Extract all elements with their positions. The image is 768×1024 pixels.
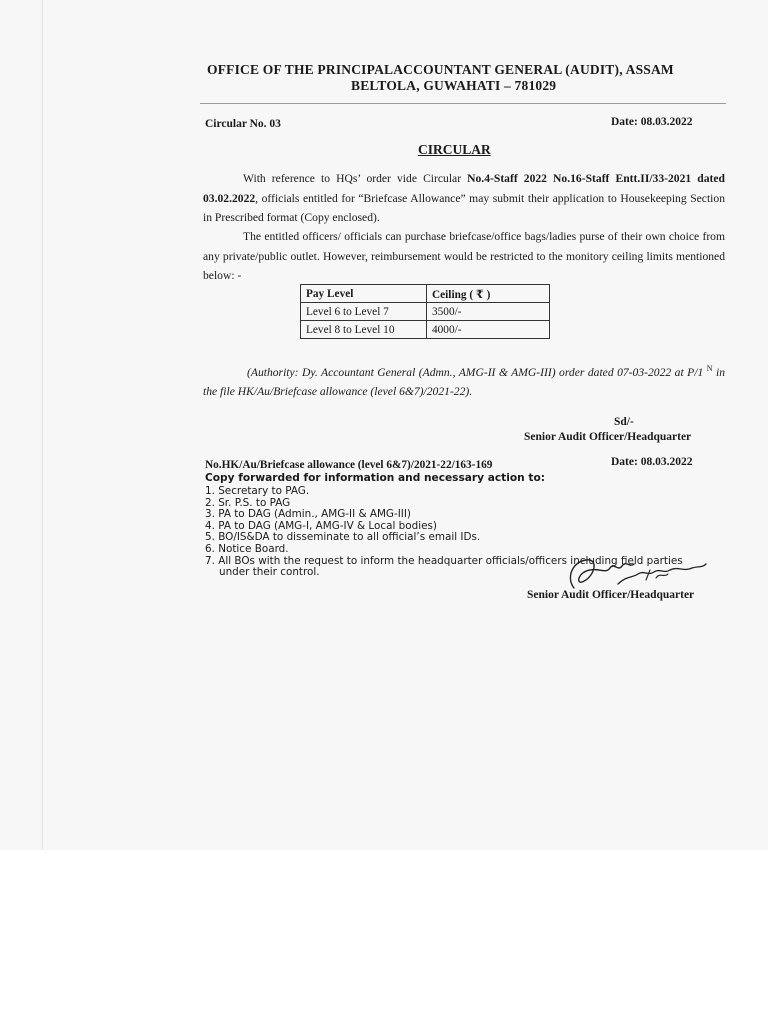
copy-forwarded-line: Copy forwarded for information and necessary action to:	[205, 472, 545, 484]
list-item: 3. PA to DAG (Admin., AMG-II & AMG-III)	[205, 508, 411, 521]
paragraph-entitlement: The entitled officers/ officials can purchase briefcase/office bags/ladies purse of their own choice from any private/public outlet. However, reimbursement would be restricted to the monitory ceiling limits mentioned below: -	[203, 230, 725, 282]
circular-date: Date: 08.03.2022	[611, 116, 693, 128]
header-divider	[200, 103, 726, 104]
document-title: CIRCULAR	[418, 142, 491, 157]
para1-circular-ref: No.4-Staff 2022 No.16-Staff Entt.II/33-2021 dated 03.02.2022	[203, 172, 725, 205]
table-header-row	[301, 285, 550, 303]
authority-text-end: in the file HK/Au/Briefcase allowance (level 6&7)/2021-22).	[203, 365, 725, 399]
sd-mark: Sd/-	[614, 416, 634, 428]
page-edge-divider	[42, 0, 43, 850]
table-row	[301, 321, 550, 339]
list-item: 1. Secretary to PAG.	[205, 485, 310, 497]
list-item: 6. Notice Board.	[205, 542, 289, 555]
list-item: 4. PA to DAG (AMG-I, AMG-IV & Local bodies)	[205, 519, 437, 532]
signatory-designation-2: Senior Audit Officer/Headquarter	[527, 589, 695, 601]
authority-superscript: N	[706, 364, 713, 373]
office-name: OFFICE OF THE PRINCIPALACCOUNTANT GENERAL (AUDIT), ASSAM	[207, 62, 674, 77]
table-cell: Level 6 to Level 7	[301, 303, 427, 321]
table-cell: 3500/-	[427, 303, 550, 321]
ceiling-table	[300, 284, 550, 339]
table-header-pay-level: Pay Level	[301, 285, 427, 303]
authority-text-start: (Authority: Dy. Accountant General (Admn., AMG-II & AMG-III) order dated 07-03-2022 at P/1	[247, 365, 707, 379]
endorsement-number: No.HK/Au/Briefcase allowance (level 6&7)/2021-22/163-169	[205, 459, 493, 471]
table-row	[301, 303, 550, 321]
list-item: 2. Sr. P.S. to PAG	[205, 496, 291, 509]
list-item: 7. All BOs with the request to inform the headquarter officials/officers including field parties	[205, 554, 683, 567]
table-cell: 4000/-	[427, 321, 550, 339]
list-item: 5. BO/IS&DA to disseminate to all official’s email IDs.	[205, 531, 481, 544]
para1-text-end: , officials entitled for “Briefcase Allowance” may submit their application to Housekeeping Section in Prescribed format (Copy enclosed).	[203, 191, 725, 224]
office-address: BELTOLA, GUWAHATI – 781029	[351, 78, 557, 93]
table-cell: Level 8 to Level 10	[301, 321, 427, 339]
authority-note	[203, 359, 725, 402]
paragraph-reference	[203, 169, 725, 228]
circular-number: Circular No. 03	[205, 118, 281, 130]
endorsement-date: Date: 08.03.2022	[611, 456, 693, 468]
para1-text-start: With reference to HQs’ order vide Circular	[243, 172, 468, 185]
table-header-ceiling: Ceiling ( ₹ )	[427, 285, 550, 303]
list-item-continuation: under their control.	[219, 566, 320, 579]
signatory-designation: Senior Audit Officer/Headquarter	[524, 431, 692, 443]
